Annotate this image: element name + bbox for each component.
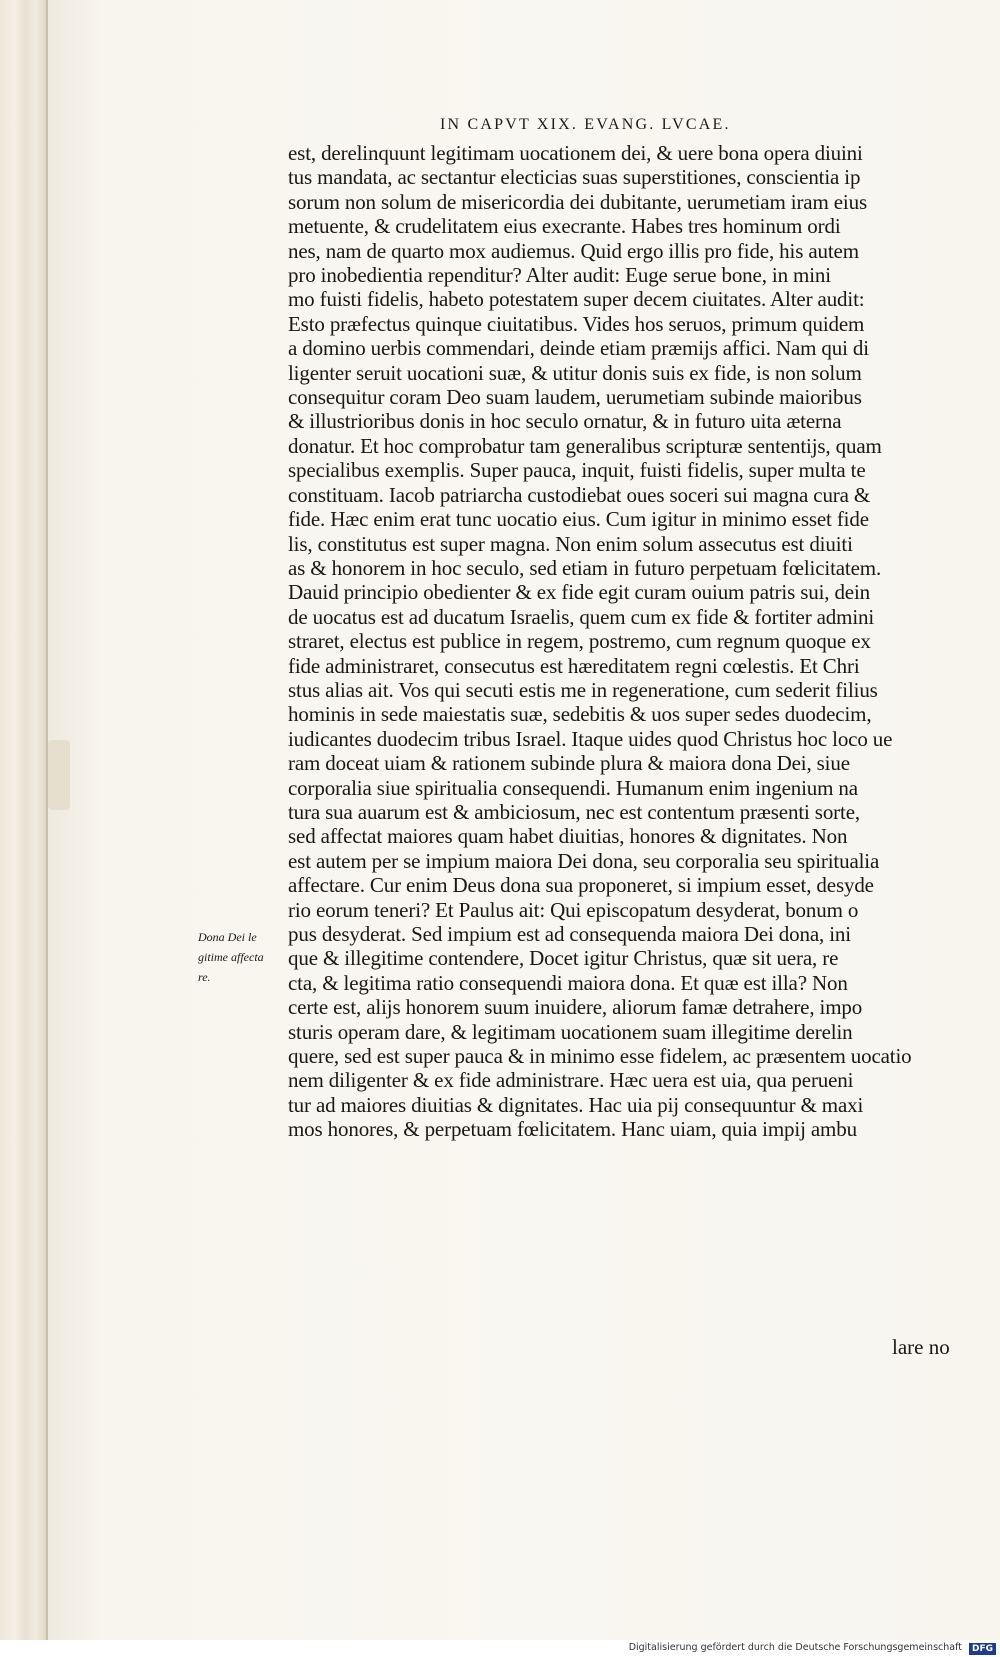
text-line: constituam. Iacob patriarcha custodiebat oues soceri sui magna cura & (288, 482, 871, 507)
text-line: straret, electus est publice in regem, postremo, cum regnum quoque ex (288, 629, 871, 654)
text-line: stus alias ait. Vos qui secuti estis me in regeneratione, cum sederit filius (288, 677, 878, 702)
text-line: sorum non solum de misericordia dei dubitante, uerumetiam iram eius (288, 189, 867, 214)
text-line: est autem per se impium maiora Dei dona, seu corporalia seu spiritualia (288, 848, 880, 873)
text-line: rio eorum teneri? Et Paulus ait: Qui episcopatum desyderat, bonum o (288, 897, 859, 922)
text-line: nes, nam de quarto mox audiemus. Quid ergo illis pro fide, his autem (288, 238, 859, 263)
text-line: tura sua auarum est & ambiciosum, nec est contentum præsenti sorte, (288, 799, 860, 824)
marginal-note-line: gitime affecta (198, 950, 264, 964)
text-line: consequitur coram Deo suam laudem, uerumetiam subinde maioribus (288, 385, 862, 410)
text-line: donatur. Et hoc comprobatur tam generalibus scripturæ sententijs, quam (288, 433, 882, 458)
text-line: est, derelinquunt legitimam uocationem dei, & uere bona opera diuini (288, 141, 863, 165)
text-line: iudicantes duodecim tribus Israel. Itaque uides quod Christus hoc loco ue (288, 726, 893, 751)
text-line: Dauid principio obedienter & ex fide egit curam ouium patris sui, dein (288, 580, 871, 605)
text-line: sturis operam dare, & legitimam uocationem suam illegitime derelin (288, 1019, 853, 1044)
text-line: pro inobedientia rependitur? Alter audit: Euge serue bone, in mini (288, 263, 831, 288)
dfg-logo: DFG (969, 1643, 996, 1655)
text-line: sed affectat maiores quam habet diuitias, honores & dignitates. Non (288, 824, 848, 849)
text-line: a domino uerbis commendari, deinde etiam præmijs affici. Nam qui di (288, 336, 869, 361)
text-line: metuente, & crudelitatem eius execrante. Habes tres hominum ordi (288, 214, 841, 239)
text-line: cta, & legitima ratio consequendi maiora dona. Et quæ est illa? Non (288, 970, 848, 995)
running-head: IN CAPVT XIX. EVANG. LVCAE. (440, 116, 731, 133)
text-line: corporalia siue spiritualia consequendi. Humanum enim ingenium na (288, 775, 858, 800)
body-text (288, 141, 988, 1142)
text-line: lis, constitutus est super magna. Non enim solum assecutus est diuiti (288, 531, 853, 556)
text-line: nem diligenter & ex fide administrare. Hæc uera est uia, qua perueni (288, 1068, 854, 1093)
text-line: Esto præfectus quinque ciuitatibus. Vides hos seruos, primum quidem (288, 311, 865, 336)
text-line: mo fuisti fidelis, habeto potestatem super decem ciuitates. Alter audit: (288, 287, 865, 312)
text-line: & illustrioribus donis in hoc seculo ornatur, & in futuro uita æterna (288, 409, 842, 434)
text-line: de uocatus est ad ducatum Israelis, quem cum ex fide & fortiter admini (288, 604, 875, 629)
text-line: specialibus exemplis. Super pauca, inquit, fuisti fidelis, super multa te (288, 458, 866, 483)
text-line: tur ad maiores diuitias & dignitates. Hac uia pij consequuntur & maxi (288, 1092, 864, 1117)
book-edge-pages (0, 0, 48, 1640)
text-line: mos honores, & perpetuam fœlicitatem. Hanc uiam, quia impij ambu (288, 1117, 857, 1142)
text-line: tus mandata, ac sectantur electicias suas superstitiones, conscientia ip (288, 165, 861, 190)
page-stain (48, 740, 70, 810)
text-line: fide administraret, consecutus est hæreditatem regni cœlestis. Et Chri (288, 653, 860, 678)
text-line: fide. Hæc enim erat tunc uocatio eius. Cum igitur in minimo esset fide (288, 507, 869, 532)
text-line: certe est, alijs honorem suum inuidere, aliorum famæ detrahere, impo (288, 995, 863, 1020)
text-line: as & honorem in hoc seculo, sed etiam in futuro perpetuam fœlicitatem. (288, 555, 882, 580)
text-line: quere, sed est super pauca & in minimo esse fidelem, ac præsentem uocatio (288, 1044, 912, 1069)
text-line: ram doceat uiam & rationem subinde plura & maiora dona Dei, siue (288, 751, 850, 776)
marginal-note-line: Dona Dei le (198, 930, 257, 944)
catchword: lare no (892, 1335, 950, 1359)
text-line: pus desyderat. Sed impium est ad consequenda maiora Dei dona, ini (288, 922, 851, 946)
text-line: hominis in sede maiestatis suæ, sedebitis & uos super sedes duodecim, (288, 702, 872, 727)
footer-credit: Digitalisierung gefördert durch die Deutsche Forschungsgemeinschaft (628, 1642, 962, 1653)
text-line: ligenter seruit uocationi suæ, & utitur donis suis ex fide, is non solum (288, 360, 862, 385)
text-line: affectare. Cur enim Deus dona sua proponeret, si impium esset, desyde (288, 873, 874, 898)
text-line: que & illegitime contendere, Docet igitur Christus, quæ sit uera, re (288, 946, 839, 971)
marginal-note (198, 927, 288, 987)
marginal-note-line: re. (198, 970, 211, 984)
